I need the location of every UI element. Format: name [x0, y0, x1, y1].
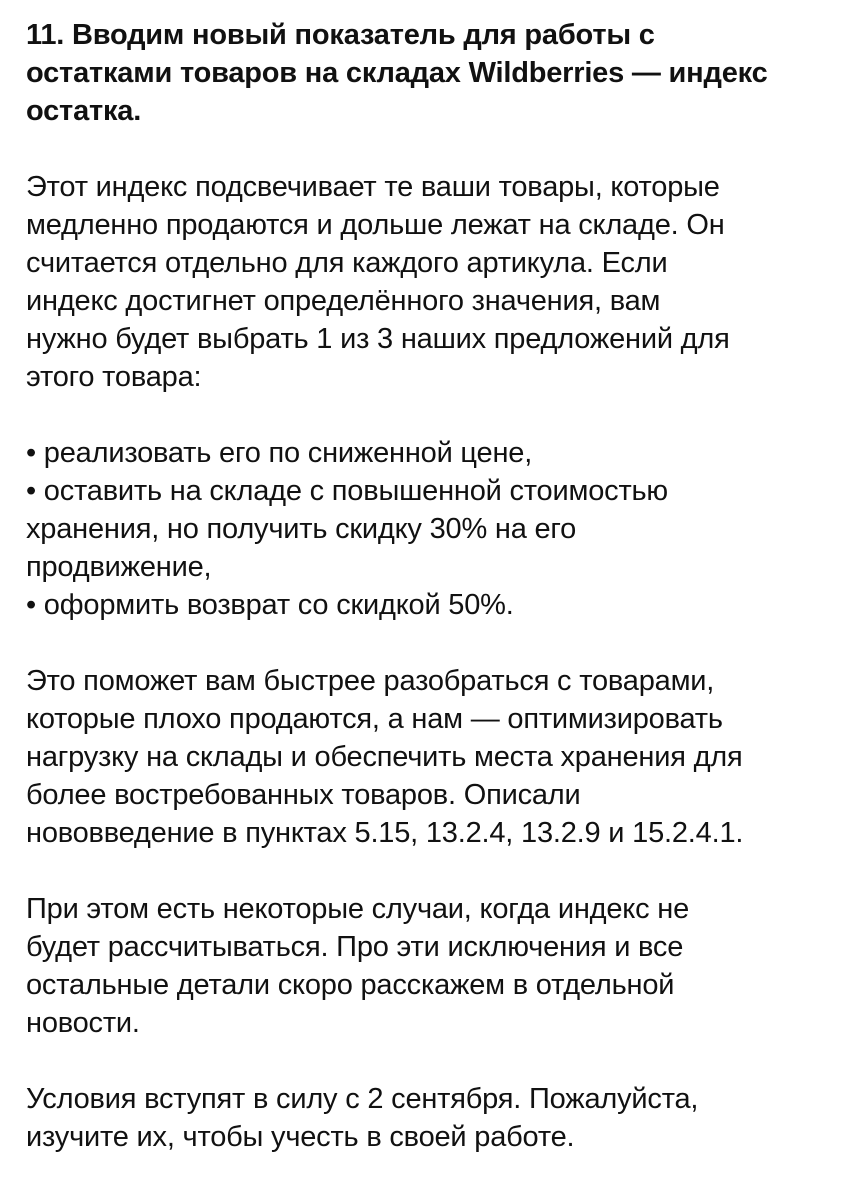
paragraph-benefits: [26, 662, 812, 852]
heading-line: остатками товаров на складах Wildberries — индекс: [26, 57, 768, 89]
text-line: которые плохо продаются, а нам — оптимизировать: [26, 703, 723, 735]
heading-line: остатка.: [26, 95, 142, 127]
text-line: нужно будет выбрать 1 из 3 наших предложений для: [26, 323, 730, 355]
list-item-continuation: продвижение,: [26, 551, 212, 583]
text-line: медленно продаются и дольше лежат на складе. Он: [26, 209, 725, 241]
heading-line: 11. Вводим новый показатель для работы с: [26, 19, 655, 51]
paragraph-exceptions: [26, 890, 812, 1042]
text-line: остальные детали скоро расскажем в отдельной: [26, 969, 675, 1001]
paragraph-index-description: [26, 168, 812, 396]
paragraph-effective-date: [26, 1080, 812, 1156]
list-item: • оформить возврат со скидкой 50%.: [26, 589, 514, 621]
list-item: • оставить на складе с повышенной стоимостью: [26, 475, 668, 507]
section-heading: [26, 16, 812, 130]
text-line: индекс достигнет определённого значения, вам: [26, 285, 661, 317]
text-line: новости.: [26, 1007, 140, 1039]
text-line: При этом есть некоторые случаи, когда индекс не: [26, 893, 690, 925]
text-line: этого товара:: [26, 361, 202, 393]
options-bullet-list: [26, 434, 812, 624]
text-line: будет рассчитываться. Про эти исключения и все: [26, 931, 684, 963]
text-line: нововведение в пунктах 5.15, 13.2.4, 13.2.9 и 15.2.4.1.: [26, 817, 744, 849]
text-line: более востребованных товаров. Описали: [26, 779, 581, 811]
text-line: нагрузку на склады и обеспечить места хранения для: [26, 741, 743, 773]
text-line: Этот индекс подсвечивает те ваши товары, которые: [26, 171, 720, 203]
text-line: изучите их, чтобы учесть в своей работе.: [26, 1121, 575, 1153]
text-line: Это поможет вам быстрее разобраться с товарами,: [26, 665, 715, 697]
text-line: считается отдельно для каждого артикула. Если: [26, 247, 668, 279]
list-item: • реализовать его по сниженной цене,: [26, 437, 533, 469]
text-line: Условия вступят в силу с 2 сентября. Пожалуйста,: [26, 1083, 699, 1115]
list-item-continuation: хранения, но получить скидку 30% на его: [26, 513, 577, 545]
